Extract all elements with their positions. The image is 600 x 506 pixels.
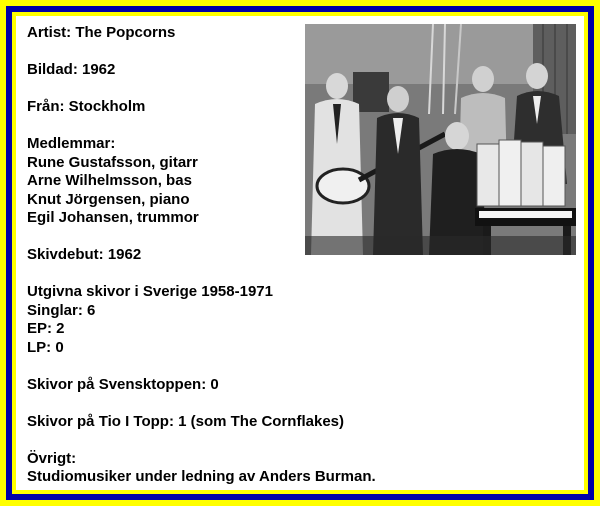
artist-name: Artist: The Popcorns <box>27 24 176 41</box>
singles-count: Singlar: 6 <box>27 301 96 319</box>
origin-city: Från: Stockholm <box>27 98 146 115</box>
info-panel <box>16 16 584 490</box>
member-item: Egil Johansen, trummor <box>27 209 199 226</box>
debut-year: Skivdebut: 1962 <box>27 246 142 263</box>
member-item: Arne Wilhelmsson, bas <box>27 172 192 189</box>
band-photo-illustration <box>305 24 576 255</box>
other-section <box>27 450 587 487</box>
releases-section <box>27 283 587 357</box>
ep-count: EP: 2 <box>27 320 65 337</box>
lp-count: LP: 0 <box>27 338 64 356</box>
popcorn-bags <box>477 140 565 206</box>
svensktoppen-count: Skivor på Svensktoppen: 0 <box>27 375 219 393</box>
formed-year: Bildad: 1962 <box>27 61 116 78</box>
members-heading: Medlemmar: <box>27 135 116 152</box>
other-text: Studiomusiker under ledning av Anders Burman. <box>27 468 376 485</box>
band-photo <box>305 24 576 255</box>
tio-i-topp-count: Skivor på Tio I Topp: 1 (som The Cornflakes) <box>27 412 344 430</box>
other-heading: Övrigt: <box>27 449 77 467</box>
member-item: Rune Gustafsson, gitarr <box>27 153 198 171</box>
releases-heading: Utgivna skivor i Sverige 1958-1971 <box>27 283 273 300</box>
member-item: Knut Jörgensen, piano <box>27 190 190 208</box>
